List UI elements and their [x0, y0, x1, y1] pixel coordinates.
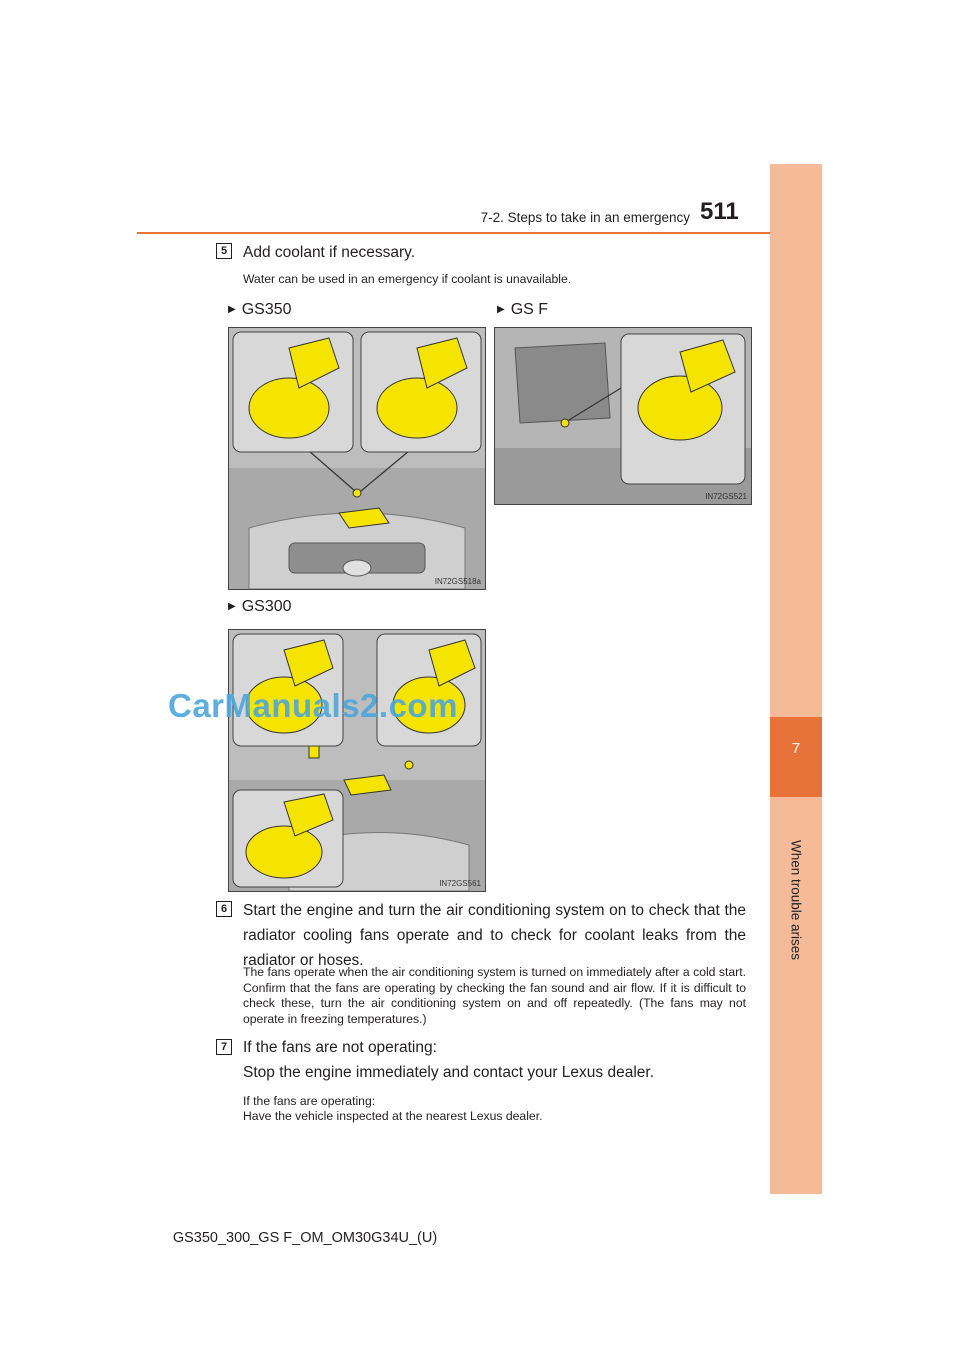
- step-5-text: Add coolant if necessary.: [243, 244, 416, 261]
- gsf-coolant-illustration: [494, 327, 752, 505]
- header-rule: [137, 232, 822, 234]
- engine-bay-illustration: [495, 328, 751, 504]
- chapter-number: 7: [791, 740, 801, 757]
- watermark-text: CarManuals2.com: [168, 687, 458, 724]
- variant-gsf-label: ▶ GS F: [497, 301, 549, 318]
- gs350-coolant-illustration: [228, 327, 486, 590]
- figure-code: IN72GS521: [705, 492, 747, 501]
- triangle-bullet-icon: ▶: [228, 601, 236, 612]
- step-7-text-line1: If the fans are not operating:: [243, 1039, 437, 1056]
- triangle-bullet-icon: ▶: [497, 304, 505, 315]
- chapter-side-tab: [770, 164, 822, 1194]
- variant-gs350-label: ▶ GS350: [228, 301, 292, 318]
- step-5-note: Water can be used in an emergency if coolant is unavailable.: [243, 272, 572, 286]
- chapter-tab-active: [770, 717, 822, 797]
- page-number: 511: [700, 198, 739, 225]
- gs300-coolant-illustration: [228, 629, 486, 892]
- figure-code: IN72GS518a: [434, 577, 481, 586]
- step-7-note-line2: Have the vehicle inspected at the nearest Lexus dealer.: [243, 1109, 543, 1123]
- section-title: 7-2. Steps to take in an emergency: [480, 210, 690, 225]
- step-6-text: Start the engine and turn the air conditioning system on to check that the radiator cooling fans operate and to check for coolant leaks from the radiator or hoses.: [243, 902, 746, 969]
- triangle-bullet-icon: ▶: [228, 304, 236, 315]
- engine-bay-illustration: [229, 328, 485, 589]
- step-7-text-line2: Stop the engine immediately and contact your Lexus dealer.: [243, 1064, 655, 1081]
- variant-gs300-label: ▶ GS300: [228, 598, 292, 615]
- engine-bay-illustration: [229, 630, 485, 891]
- figure-code: IN72GS561: [439, 879, 481, 888]
- step-7-note-line1: If the fans are operating:: [243, 1094, 376, 1108]
- step-7-badge: 7: [216, 1039, 232, 1055]
- step-6-note: The fans operate when the air conditioning system is turned on immediately after a cold start. Confirm that the fans are operating by checking the fan sound and air flow. If it is difficult to check these, turn the air conditioning system on and off repeatedly. (The fans may not operate in freezing temperatures.): [243, 965, 746, 1026]
- step-6-badge: 6: [216, 901, 232, 917]
- chapter-label: When trouble arises: [788, 839, 804, 961]
- document-code-footer: GS350_300_GS F_OM_OM30G34U_(U): [172, 1230, 438, 1246]
- step-5-badge: 5: [216, 243, 232, 259]
